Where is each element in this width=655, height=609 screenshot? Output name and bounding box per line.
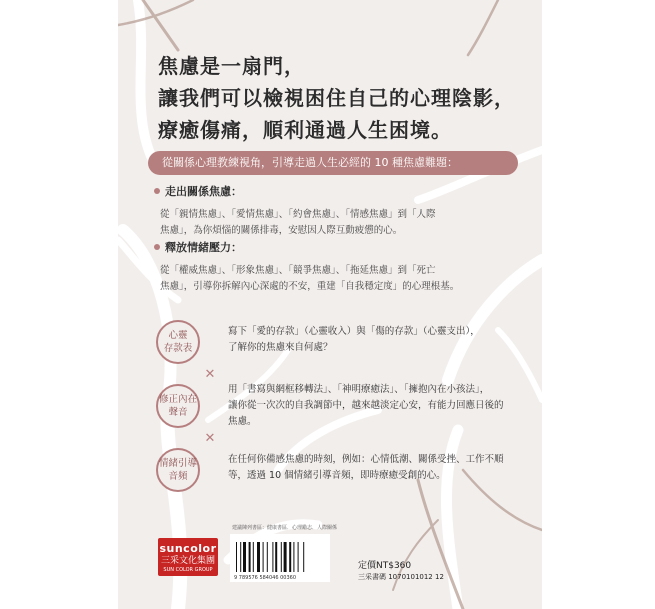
barcode-bar — [281, 542, 282, 572]
headline-line-1: 焦慮是一扇門， — [158, 54, 305, 78]
book-code: 三采書碼 1070101012 12 — [358, 573, 444, 581]
barcode-bar — [275, 542, 277, 572]
method-line: 等，透過 10 個情緒引導音頻，即時療癒受創的心。 — [228, 470, 446, 481]
barcode-bar — [293, 542, 294, 572]
bullet-dot — [154, 188, 160, 194]
publisher-logo: suncolor 三采文化集團 SUN COLOR GROUP — [158, 538, 218, 576]
section-emotional-stress — [154, 239, 514, 295]
method-line: 寫下「愛的存款」（心靈收入）與「傷的存款」（心靈支出）， — [228, 326, 480, 337]
barcode-bars — [236, 542, 324, 572]
section-title: 釋放情緒壓力： — [165, 241, 242, 254]
section-title: 走出關係焦慮： — [165, 185, 242, 198]
method-line: 焦慮。 — [228, 416, 257, 427]
barcode-bar — [267, 542, 268, 572]
isbn-barcode — [230, 534, 330, 582]
headline-line-2: 讓我們可以檢視困住自己的心理陰影， — [158, 86, 515, 110]
section-line: 從「權威焦慮」、「形象焦慮」、「競爭焦慮」、「拖延焦慮」到「死亡 — [160, 265, 436, 276]
section-body — [154, 207, 514, 239]
method-label: 音頻 — [168, 471, 188, 482]
method-text — [228, 452, 504, 484]
method-label: 心靈 — [168, 330, 188, 341]
method-text — [228, 382, 504, 430]
shelf-category: 建議陳列書區：健康書區．心理勵志．人際關係 — [232, 525, 338, 531]
section-body — [154, 263, 514, 295]
method-line: 了解你的焦慮來自何處？ — [228, 342, 333, 353]
method-circle — [156, 448, 200, 492]
barcode-bar — [249, 542, 251, 572]
barcode-bar — [253, 542, 254, 572]
method-label: 修正內在 — [158, 394, 197, 405]
barcode-number: 9 789576 584046 00360 — [234, 575, 297, 581]
bullet-dot — [154, 244, 160, 250]
section-line: 焦慮」，引導你拆解內心深處的不安，重建「自我穩定度」的心理根基。 — [160, 281, 460, 292]
barcode-bar — [236, 542, 237, 572]
barcode-area — [158, 520, 528, 606]
barcode-bar — [240, 542, 241, 572]
headline — [158, 50, 518, 146]
method-circle — [156, 320, 200, 364]
barcode-bar — [257, 542, 260, 572]
section-line: 從「親情焦慮」、「愛情焦慮」、「約會焦慮」、「情感焦慮」到「人際 — [160, 209, 436, 220]
book-back-cover — [118, 0, 542, 609]
cross-icon: ✕ — [204, 431, 216, 446]
section-line: 焦慮」，為你煩惱的關係排毒，安慰因人際互動疲憊的心。 — [160, 225, 403, 236]
method-line: 讓你從一次次的自我調節中，越來越淡定心安，有能力回應日後的 — [228, 400, 504, 411]
method-label: 聲音 — [168, 407, 188, 418]
method-circle — [156, 384, 200, 428]
barcode-bar — [289, 542, 291, 572]
method-label: 存款表 — [163, 343, 193, 354]
intro-banner: 從關係心理教練視角，引導走過人生必經的 10 種焦慮難題： — [148, 151, 518, 175]
method-label: 情緒引導 — [158, 458, 197, 469]
barcode-bar — [303, 542, 304, 572]
barcode-bar — [298, 542, 299, 572]
barcode-bar — [243, 542, 246, 572]
barcode-bar — [263, 542, 264, 572]
barcode-bar — [284, 542, 287, 572]
method-text — [228, 324, 498, 356]
method-line: 在任何你備感焦慮的時刻，例如：心情低潮、關係受挫、工作不順 — [228, 454, 504, 465]
method-line: 用「書寫與網框移轉法」、「神明療癒法」、「擁抱內在小孩法」， — [228, 384, 490, 395]
price: 定價NT$360 — [358, 561, 412, 571]
cross-icon: ✕ — [204, 367, 216, 382]
section-relationship-anxiety — [154, 183, 514, 239]
headline-line-3: 療癒傷痛，順利通過人生困境。 — [158, 118, 452, 142]
barcode-bar — [272, 542, 273, 572]
